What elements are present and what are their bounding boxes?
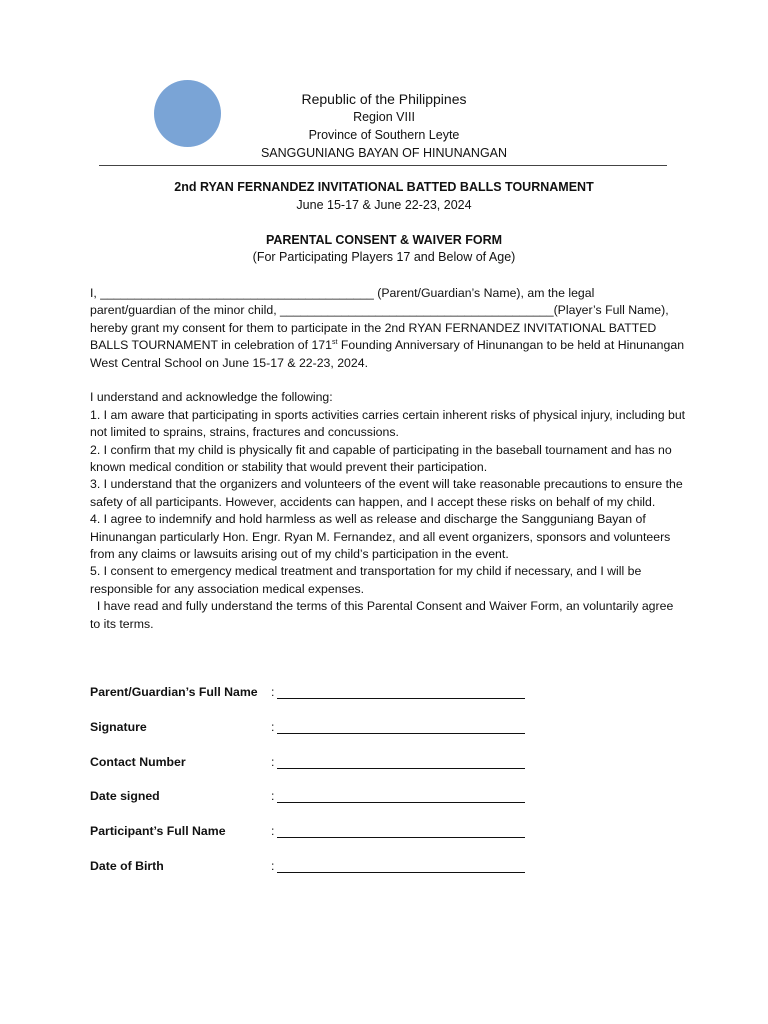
field-colon: : bbox=[271, 858, 275, 873]
field-label: Participant’s Full Name bbox=[90, 824, 226, 839]
field-colon: : bbox=[271, 789, 275, 804]
acknowledge-item-1: 1. I am aware that participating in sports activities carries certain inherent risks of physical injury, including but not limited to sprains, strains, fractures and concussions. bbox=[90, 407, 686, 440]
header-province: Province of Southern Leyte bbox=[308, 128, 460, 142]
field-colon: : bbox=[271, 824, 275, 839]
acknowledge-item-2: 2. I confirm that my child is physically fit and capable of participating in the baseball tournament and has no known medical condition or stability that would prevent their participation. bbox=[90, 442, 672, 475]
event-title: 2nd RYAN FERNANDEZ INVITATIONAL BATTED BALLS TOURNAMENT bbox=[174, 180, 594, 194]
header-divider bbox=[99, 165, 667, 166]
field-colon: : bbox=[271, 719, 275, 734]
contact-number-blank[interactable] bbox=[277, 768, 525, 769]
date-of-birth-blank[interactable] bbox=[277, 872, 525, 873]
form-body bbox=[90, 285, 686, 633]
parent-name-blank[interactable] bbox=[277, 698, 525, 699]
field-label: Parent/Guardian’s Full Name bbox=[90, 685, 258, 699]
field-colon: : bbox=[271, 685, 275, 699]
field-colon: : bbox=[271, 754, 275, 769]
consent-text-b: Founding Anniversary of Hinunangan to be held at Hinunangan West Central School on June 15-17 & 22-23, 2024. bbox=[90, 338, 685, 370]
signature-blank[interactable] bbox=[277, 733, 525, 734]
consent-line-1: I, ________________________________________ (Parent/Guardian’s Name), am the legal bbox=[90, 286, 595, 300]
field-row-parent-name[interactable] bbox=[90, 685, 570, 720]
field-label: Date of Birth bbox=[90, 858, 164, 873]
signature-fields bbox=[90, 685, 570, 894]
header-country: Republic of the Philippines bbox=[301, 91, 467, 107]
field-row-contact-number[interactable] bbox=[90, 755, 570, 790]
event-dates: June 15-17 & June 22-23, 2024 bbox=[296, 198, 472, 212]
participant-name-blank[interactable] bbox=[277, 837, 525, 838]
header-office: SANGGUNIANG BAYAN OF HINUNANGAN bbox=[260, 146, 508, 160]
acknowledge-item-3: 3. I understand that the organizers and volunteers of the event will take reasonable precautions to ensure the safety of all participants. However, accidents can happen, and I accept these risks on behalf of my child. bbox=[90, 477, 683, 509]
field-row-date-signed[interactable] bbox=[90, 789, 570, 824]
field-label: Contact Number bbox=[90, 754, 186, 769]
consent-paragraph bbox=[90, 302, 686, 372]
consent-text-a: parent/guardian of the minor child, ________________________________________(Player’s Full Name), hereby grant my consent for them to participate in the 2nd RYAN FERNANDEZ INVITATIONAL BATTED BALLS TOURNAMENT in celebration of 171 bbox=[90, 303, 669, 353]
field-row-signature[interactable] bbox=[90, 720, 570, 755]
acknowledge-intro: I understand and acknowledge the following: bbox=[90, 390, 333, 405]
acknowledge-item-5: 5. I consent to emergency medical treatment and transportation for my child if necessary, and I will be responsible for any association medical expenses. bbox=[90, 564, 642, 596]
field-label: Signature bbox=[90, 719, 147, 734]
ordinal-suffix: st bbox=[331, 339, 338, 347]
field-label: Date signed bbox=[90, 789, 160, 804]
form-subtitle: (For Participating Players 17 and Below of Age) bbox=[252, 250, 516, 264]
date-signed-blank[interactable] bbox=[277, 802, 525, 803]
field-row-participant-name[interactable] bbox=[90, 824, 570, 859]
field-row-date-of-birth[interactable] bbox=[90, 859, 570, 894]
acknowledge-item-4: 4. I agree to indemnify and hold harmless as well as release and discharge the Sangguniang Bayan of Hinunangan particularly Hon. Engr. Ryan M. Fernandez, and all event organizers, sponsors and volunteers from any claims or lawsuits arising out of my child’s participation in the event. bbox=[90, 512, 671, 562]
header-region: Region VIII bbox=[353, 110, 415, 124]
acknowledge-closing: I have read and fully understand the terms of this Parental Consent and Waiver Form, an voluntarily agree to its terms. bbox=[90, 599, 677, 631]
form-title: PARENTAL CONSENT & WAIVER FORM bbox=[265, 233, 503, 247]
